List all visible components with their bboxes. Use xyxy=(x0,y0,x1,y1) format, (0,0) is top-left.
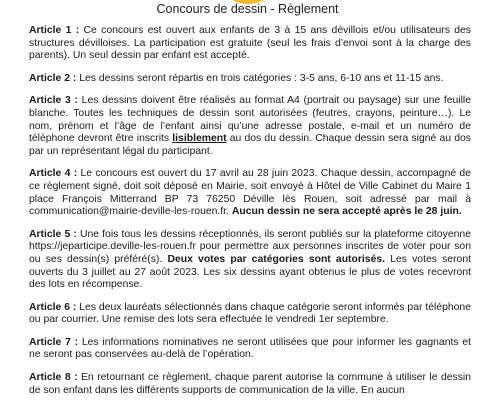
article-7 xyxy=(29,337,471,362)
body-text: Les dessins doivent être réalisés au format A4 (portrait ou paysage) sur une feuille blanche. Toutes les techniques de dessin sont autorisées (feutres, crayons, peinture…). Le nom, prénom et l’âge de l’enfant ainsi qu’une adresse postale, e-mail et un numéro de téléphone devront être inscrits xyxy=(29,95,471,145)
article-text xyxy=(29,302,471,326)
article-label: Article 7 : xyxy=(29,336,79,348)
article-label: Article 1 : xyxy=(29,25,80,36)
article-8 xyxy=(29,372,471,397)
article-1 xyxy=(29,25,471,63)
body-text: au dos du dessin. Chaque dessin sera signé au dos par un représentant légal du participant. xyxy=(29,133,471,157)
body-text: Les informations nominatives ne seront utilisées que pour informer les gagnants et ne seront pas conservées au-delà de l’opération. xyxy=(29,336,471,361)
emphasis-text: Deux votes par catégories sont autorisés. xyxy=(167,253,386,265)
body-text: En retournant ce règlement, chaque parent autorise la commune à utiliser le dessin de son enfant dans les différents supports de communication de la ville. En aucun xyxy=(29,372,471,396)
article-text xyxy=(29,168,471,217)
emphasis-text: Aucun dessin ne sera accepté après le 28 juin. xyxy=(231,206,462,218)
article-label: Article 8 : xyxy=(29,372,78,384)
emphasis-text: lisiblement xyxy=(172,133,227,145)
article-text xyxy=(29,25,471,61)
article-text xyxy=(29,372,471,396)
body-text: Les deux lauréats sélectionnés dans chaque catégorie seront informés par téléphone ou par courrier. Une remise des lots sera effectuée le vendredi 1er septembre. xyxy=(29,301,471,326)
body-text: Une fois tous les dessins réceptionnés, ils seront publiés sur la plateforme citoyenne https://jeparticipe.deville-les-rouen.fr pour permettre aux personnes inscrites de voter pour son ou ses dessin(s) préféré(s). xyxy=(29,228,471,265)
rules-list xyxy=(29,25,471,407)
article-text xyxy=(29,95,471,156)
article-4 xyxy=(29,168,471,218)
article-label: Article 4 : xyxy=(29,168,78,180)
article-text xyxy=(29,337,471,361)
body-text: Ce concours est ouvert aux enfants de 3 à 15 ans dévillois et/ou utilisateurs des structures dévilloises. La participation est gratuite (seul les frais d’envoi sont à la charge des parents). Un seul dessin par enfant est accepté. xyxy=(29,25,471,62)
article-label: Article 5 : xyxy=(29,228,77,240)
article-text xyxy=(76,73,443,84)
article-label: Article 6 : xyxy=(29,301,77,313)
article-3 xyxy=(29,95,471,158)
body-text: Le concours est ouvert du 17 avril au 28 juin 2023. Chaque dessin, accompagné de ce règlement signé, doit soit déposé en Mairie, soit envoyé à Hôtel de Ville Cabinet du Maire 1 place François Mitterrand BP 73 76250 Déville lès Rouen, soit adressé par mail à communication@mairie-deville-les-rouen.fr. xyxy=(29,168,471,218)
article-label: Article 2 : xyxy=(29,72,77,84)
article-text xyxy=(29,229,471,290)
body-text: Les dessins seront répartis en trois catégories : 3-5 ans, 6-10 ans et 11-15 ans. xyxy=(76,72,444,84)
page-title: Concours de dessin - Règlement xyxy=(156,2,339,16)
article-5 xyxy=(29,229,471,292)
article-2 xyxy=(29,73,471,86)
article-6 xyxy=(29,302,471,327)
body-text: Les votes seront ouverts du 3 juillet au 27 août 2023. Les six dessins ayant obtenus le plus de votes recevront des lots en récompense. xyxy=(29,253,471,291)
article-label: Article 3 : xyxy=(29,95,78,107)
